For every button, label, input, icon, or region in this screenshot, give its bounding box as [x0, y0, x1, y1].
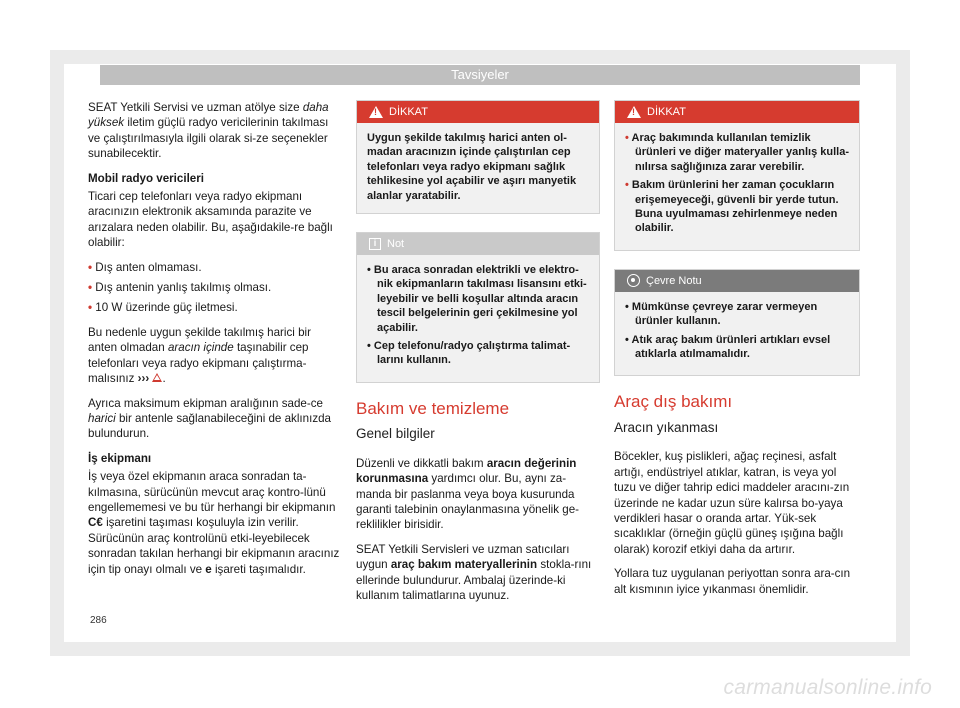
bullet-icon: •: [88, 260, 93, 274]
salt-paragraph: Yollara tuz uygulanan periyottan sonra ara-cın alt kısmının iyice yıkanması önemlidir.: [614, 567, 851, 596]
list-item: • Atık araç bakım ürünleri artıkları evsel atıklarla atılmamalıdır.: [625, 333, 831, 361]
section-title: Araç dış bakımı: [614, 392, 733, 412]
note-box: [356, 232, 600, 383]
e-mark: e: [205, 562, 212, 576]
dealers-paragraph: SEAT Yetkili Servisleri ve uzman satıcıları uygun araç bakım materyallerinin stokla-rını ellerinde bulundurur. Ambalaj üzerinde-ki kullanım talimatlarına uyunuz.: [356, 542, 592, 602]
list-item: • 10 W üzerinde güç iletmesi.: [88, 301, 238, 315]
warning-header: ! DİKKAT: [357, 101, 599, 123]
column-3: [614, 100, 860, 606]
environment-box: [614, 269, 860, 377]
note-header: i Not: [357, 233, 599, 255]
intro-paragraph: SEAT Yetkili Servisi ve uzman atölye size daha yüksek iletim güçlü radyo vericilerinin takılması ve çalıştırılmasıyla ilgili olarak si-ze seçenekler sunabilecektir.: [88, 101, 329, 161]
mobil-paragraph: Ticari cep telefonları veya radyo ekipmanı aracınızın elektronik aksamında parazite ve arızalara neden olabilir. Bu, aşağıdakile-re bağlı olabilir:: [88, 190, 333, 250]
warning-body: Uygun şekilde takılmış harici anten ol-madan aracınızın içinde çalıştırılan cep telefonları veya radyo ekipmanı sağlık tehlikesine yol açabilir ve aşırı manyetik alanlar yaratabilir.: [357, 123, 599, 213]
warning-triangle-icon: [627, 106, 641, 118]
ce-mark-icon: C€: [88, 516, 103, 530]
list-item: • Araç bakımında kullanılan temizlik ürünleri ve diğer materyaller yanlış kulla-nılırsa sağlığınıza zarar verebilir.: [625, 132, 849, 173]
mobil-heading: Mobil radyo vericileri: [88, 171, 204, 185]
list-item: • Mümkünse çevreye zarar vermeyen ürünler kullanın.: [625, 300, 818, 328]
environment-icon: [627, 274, 640, 287]
reference-arrow-link[interactable]: ›››: [137, 372, 150, 386]
bullet-icon: •: [88, 301, 93, 315]
list-item: • Cep telefonu/radyo çalıştırma talimat-larını kullanın.: [367, 340, 571, 367]
column-2: [356, 100, 600, 612]
range-paragraph: Ayrıca maksimum ekipman aralığının sade-ce harici bir antenle sağlanabileceğini de aklınızda bulundurun.: [88, 396, 332, 441]
list-item: • Dış anten olmaması.: [88, 260, 202, 274]
subsection-title: Aracın yıkanması: [614, 419, 719, 435]
column-1: [88, 100, 340, 586]
warning-box: [356, 100, 600, 214]
warning-body: [615, 123, 859, 250]
page-number: 286: [90, 615, 107, 626]
general-paragraph: Düzenli ve dikkatli bakım aracın değerinin korunmasına yardımcı olur. Bu, aynı za-manda bir paslanma veya boya kusurunda garanti talebinin onaylanmasına yönelik ge-reklilikler birisidir.: [356, 456, 579, 532]
warning-triangle-icon: [369, 106, 383, 118]
watermark: carmanualsonline.info: [723, 676, 932, 699]
isp-paragraph: İş veya özel ekipmanın araca sonradan ta-kılmasına, sürücünün mevcut araç kontro-lünü engellememesi ve bu tür herhangi bir ekipmanın C€ işaretini taşıması koşuluyla izin verilir. Sürücünün araç kontrolünü etki-leyebilecek sonradan takılan herhangi bir ekipmanın aracınız için tip onayı olmalı ve e işareti taşımalıdır.: [88, 470, 340, 576]
section-title: Bakım ve temizleme: [356, 398, 510, 418]
warning-header: ! DİKKAT: [615, 101, 859, 123]
isp-heading: İş ekipmanı: [88, 451, 152, 465]
list-item: • Bakım ürünlerini her zaman çocukların erişemeyeceği, güvenli bir yerde tutun. Buna uyulmaması zehirlenmeye neden olabilir.: [625, 179, 839, 235]
environment-body: [615, 292, 859, 376]
list-item: • Bu araca sonradan elektrikli ve elektro-nik ekipmanların takılması lisansını etki-leyebilir ve belli koşullar altında aracın tescil belgelerinin geri çekilmesine yol açabilir.: [367, 264, 587, 334]
washing-paragraph: Böcekler, kuş pislikleri, ağaç reçinesi, asfalt artığı, endüstriyel atıklar, katran, is veya yol tuzu ve diğer tahrip edici maddeler aracını-zın üzerinde ne kadar uzun süre kalırsa bo-yaya verdikleri hasar o oranda artar. Yük-sek sıcaklıklar (örneğin güçlü güneş ışığına bağlı olarak) korozif etkiyi daha da artırır.: [614, 450, 850, 556]
bullet-icon: •: [88, 281, 93, 295]
warning-box: [614, 100, 860, 251]
warning-triangle-icon: [152, 373, 162, 382]
info-icon: i: [369, 238, 381, 250]
environment-header: Çevre Notu: [615, 270, 859, 292]
section-header: Tavsiyeler: [100, 65, 860, 85]
antenna-paragraph: Bu nedenle uygun şekilde takılmış harici bir anten olmadan aracın içinde taşınabilir cep telefonları veya radyo ekipmanı çalıştırma-malısınız ››› .: [88, 325, 311, 386]
list-item: • Dış antenin yanlış takılmış olması.: [88, 281, 272, 295]
subsection-title: Genel bilgiler: [356, 426, 435, 442]
note-body: [357, 255, 599, 382]
